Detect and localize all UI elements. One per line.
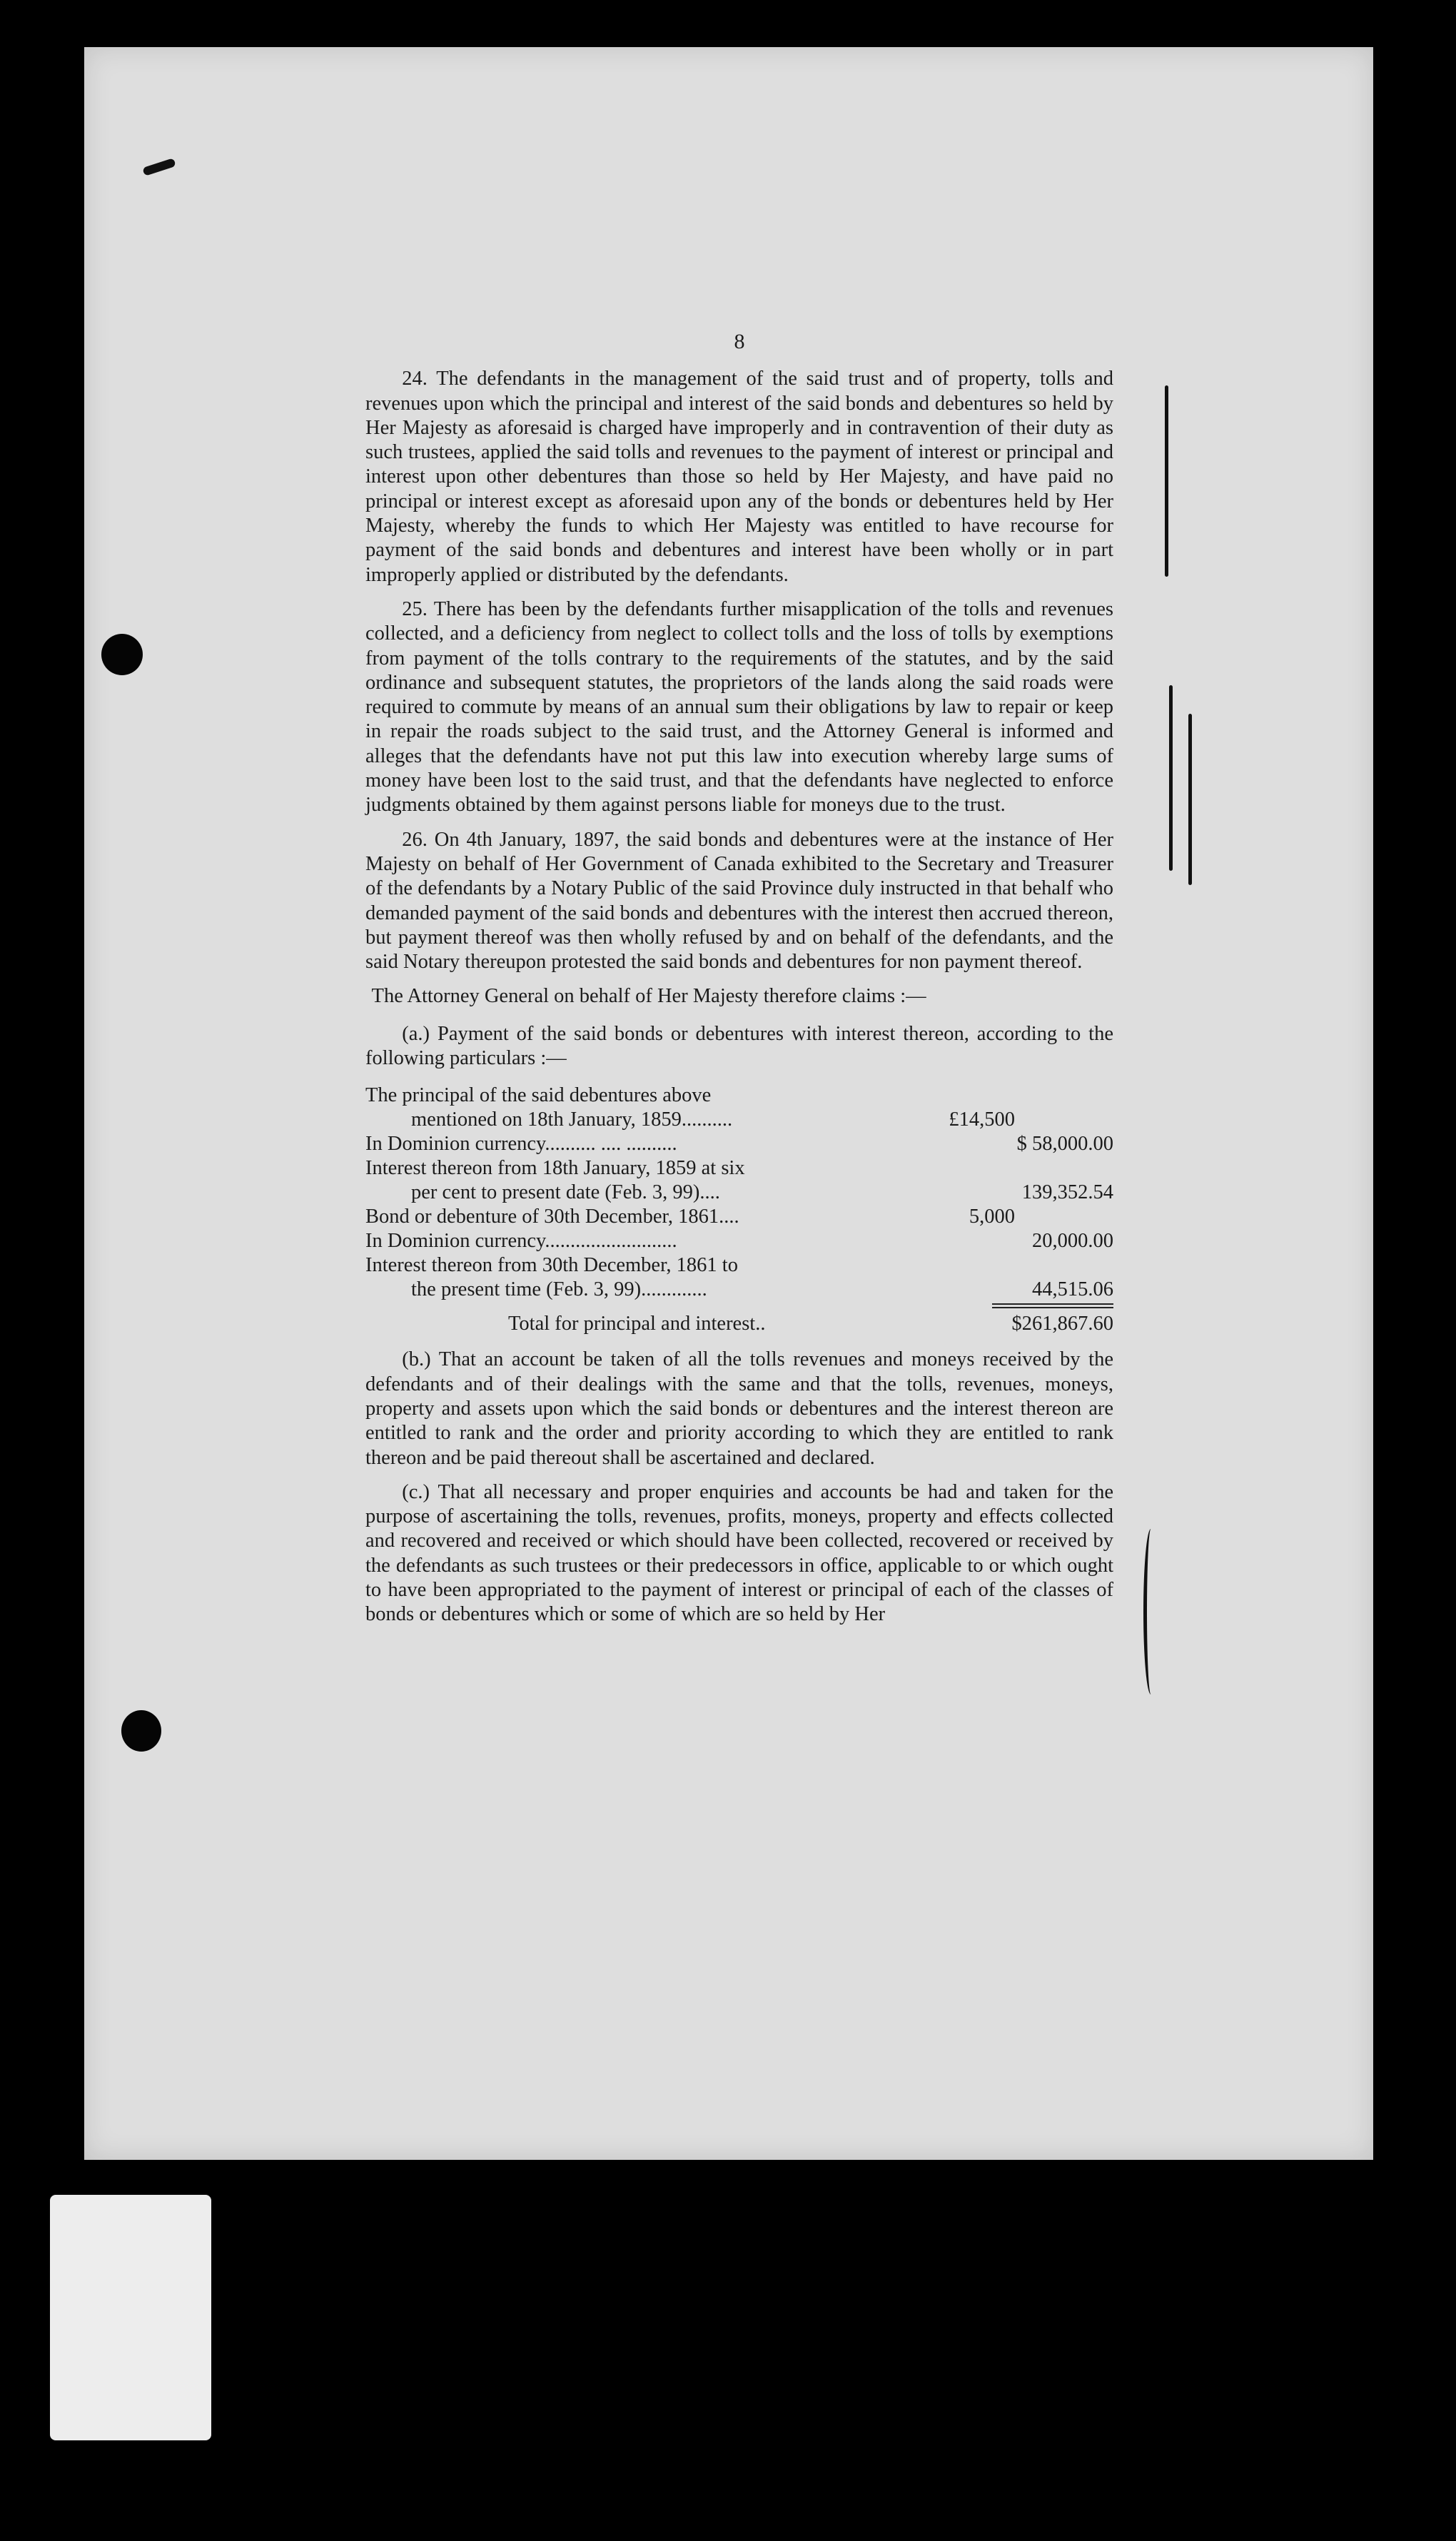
row-description: In Dominion currency.......................... xyxy=(365,1230,677,1253)
total-rule xyxy=(365,1302,1113,1312)
particulars-row xyxy=(365,1205,1113,1229)
particulars-row xyxy=(365,1108,1113,1132)
row-description: per cent to present date (Feb. 3, 99).... xyxy=(411,1181,720,1204)
row-description: the present time (Feb. 3, 99)............. xyxy=(411,1278,707,1301)
row-description: The principal of the said debentures above xyxy=(365,1084,712,1107)
row-amount: $ 58,000.00 xyxy=(1016,1133,1113,1156)
claim-c: (c.) That all necessary and proper enquiries and accounts be had and taken for the purpose of ascertaining the tolls, revenues, profits, moneys, property and effects collected and recovered and received or which should have been collected, recovered or received by the defendants as such trustees or their predecessors in office, applicable to or which ought to have been appropriated to the payment of interest or principal of each of the classes of bonds or debentures which or some of which are so held by Her xyxy=(365,1480,1113,1626)
margin-mark-1 xyxy=(1165,385,1168,577)
claims-intro: The Attorney General on behalf of Her Majesty therefore claims :— xyxy=(371,985,926,1008)
particulars-row xyxy=(365,1278,1113,1302)
row-description: Interest thereon from 30th December, 1861 to xyxy=(365,1254,738,1277)
particulars-row xyxy=(365,1253,1113,1278)
total-amount: $261,867.60 xyxy=(1011,1313,1113,1335)
rule-line xyxy=(992,1307,1113,1308)
row-sterling: 5,000 xyxy=(969,1206,1015,1228)
claim-a: (a.) Payment of the said bonds or debentures with interest thereon, according to the following particulars :— xyxy=(365,1022,1113,1070)
margin-bracket xyxy=(1143,1529,1158,1694)
total-label: Total for principal and interest.. xyxy=(508,1313,766,1335)
page-number: 8 xyxy=(734,330,745,353)
row-amount: 139,352.54 xyxy=(1021,1181,1113,1204)
particulars-row xyxy=(365,1083,1113,1108)
punch-hole-top xyxy=(101,634,143,675)
particulars-row xyxy=(365,1181,1113,1205)
row-description: Bond or debenture of 30th December, 1861.... xyxy=(365,1206,739,1228)
punch-hole-bottom xyxy=(121,1710,161,1752)
row-description: Interest thereon from 18th January, 1859 at six xyxy=(365,1157,745,1180)
document-text xyxy=(365,330,1113,1637)
paragraph-25: 25. There has been by the defendants further misapplication of the tolls and revenues collected, and a deficiency from neglect to collect tolls and the loss of tolls by exemptions from payment of the tolls contrary to the requirements of the statutes, and by the said ordinance and subsequent statutes, the proprietors of the lands along the said roads were required to commute by means of an annual sum their obligations by law to repair or keep in repair the roads subject to the said trust, and the Attorney General is informed and alleges that the defendants have not put this law into execution whereby large sums of money have been lost to the said trust, and that the defendants have neglected to enforce judgments obtained by them against persons liable for moneys due to the trust. xyxy=(365,597,1113,817)
rule-line xyxy=(992,1303,1113,1305)
row-sterling: £14,500 xyxy=(949,1108,1015,1131)
row-amount: 20,000.00 xyxy=(1032,1230,1113,1253)
paragraph-26: 26. On 4th January, 1897, the said bonds and debentures were at the instance of Her Majesty on behalf of Her Government of Canada exhibited to the Secretary and Treasurer of the defendants by a Notary Public of the said Province duly instructed in that behalf who demanded payment of the said bonds and debentures with the interest then accrued thereon, but payment thereof was then wholly refused by and on behalf of the defendants, and the said Notary thereupon protested the said bonds and debentures for non payment thereof. xyxy=(365,828,1113,974)
row-description: In Dominion currency.......... .... .......... xyxy=(365,1133,677,1156)
row-amount: 44,515.06 xyxy=(1032,1278,1113,1301)
particulars-row xyxy=(365,1132,1113,1156)
margin-mark-2 xyxy=(1169,685,1173,871)
claim-b: (b.) That an account be taken of all the tolls revenues and moneys received by the defendants and of their dealings with the same and that the tolls, revenues, moneys, property and assets upon which the said bonds or debentures and the interest thereon are entitled to rank and the order and priority according to which they are entitled to rank thereon and be paid thereout shall be ascertained and declared. xyxy=(365,1348,1113,1469)
margin-mark-3 xyxy=(1188,714,1192,885)
film-label-tab xyxy=(50,2195,211,2440)
total-row xyxy=(365,1312,1113,1336)
row-description: mentioned on 18th January, 1859.......... xyxy=(411,1108,733,1131)
particulars-row xyxy=(365,1156,1113,1181)
paragraph-24: 24. The defendants in the management of the said trust and of property, tolls and revenues upon which the principal and interest of the said bonds and debentures so held by Her Majesty as aforesaid is charged have improperly and in contravention of their duty as such trustees, applied the said tolls and revenues to the payment of interest or principal and interest upon other debentures than those so held by Her Majesty, and have paid no principal or interest except as aforesaid upon any of the bonds or debentures held by Her Majesty, whereby the funds to which Her Majesty was entitled to have recourse for payment of the said bonds and debentures and interest have been wholly or in part improperly applied or distributed by the defendants. xyxy=(365,368,1113,586)
particulars-row xyxy=(365,1229,1113,1253)
particulars-table xyxy=(365,1083,1113,1336)
